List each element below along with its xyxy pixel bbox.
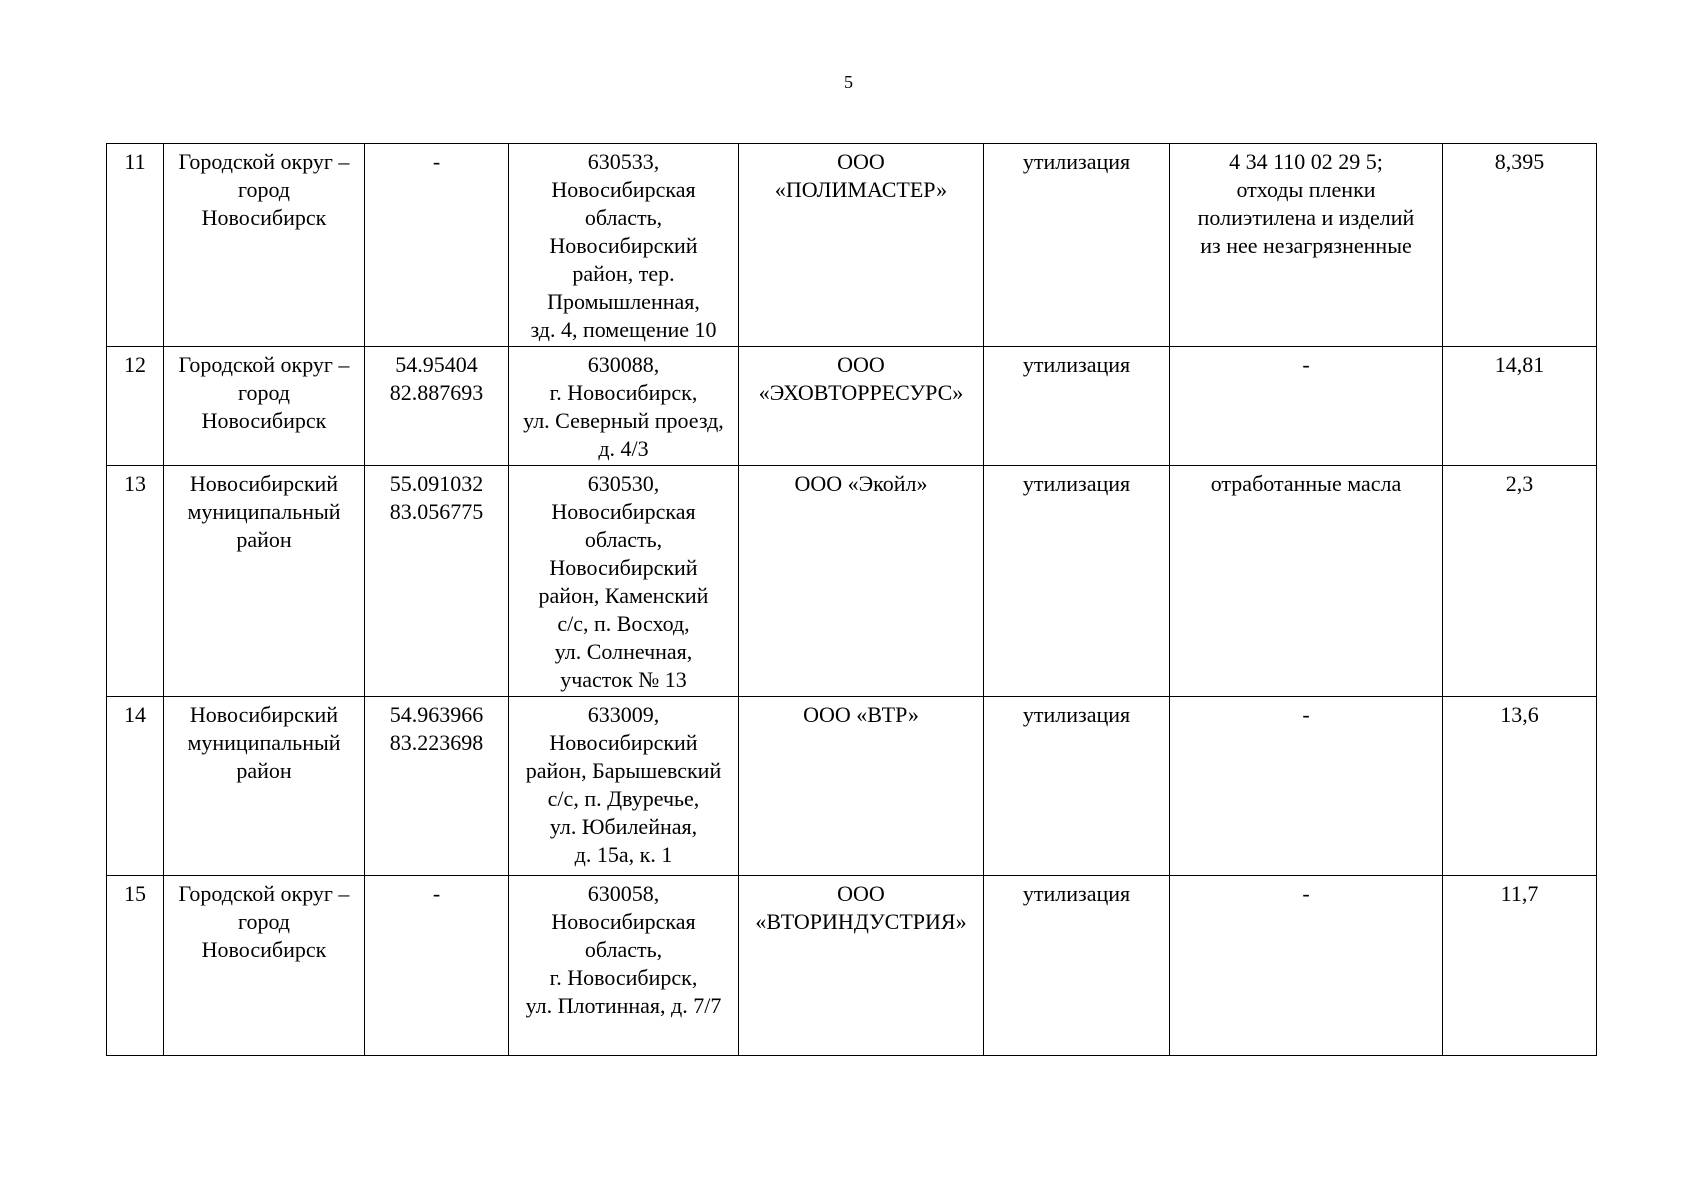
municipality-cell: Городской округ – город Новосибирск xyxy=(164,876,365,1056)
waste-type-cell: - xyxy=(1170,697,1443,876)
address-cell: 630058, Новосибирская область, г. Новосибирск, ул. Плотинная, д. 7/7 xyxy=(509,876,739,1056)
activity-cell: утилизация xyxy=(984,347,1170,466)
address-cell: 630530, Новосибирская область, Новосибирский район, Каменский с/с, п. Восход, ул. Солнечная, участок № 13 xyxy=(509,466,739,697)
volume-cell: 14,81 xyxy=(1443,347,1597,466)
volume-cell: 11,7 xyxy=(1443,876,1597,1056)
table-row xyxy=(107,347,1597,466)
organization-cell: ООО «Экойл» xyxy=(739,466,984,697)
volume-cell: 8,395 xyxy=(1443,144,1597,347)
address-cell: 630088, г. Новосибирск, ул. Северный проезд, д. 4/3 xyxy=(509,347,739,466)
volume-cell: 13,6 xyxy=(1443,697,1597,876)
row-number: 11 xyxy=(107,144,164,347)
waste-type-cell: отработанные масла xyxy=(1170,466,1443,697)
table-row xyxy=(107,876,1597,1056)
address-cell: 630533, Новосибирская область, Новосибирский район, тер. Промышленная, зд. 4, помещение 10 xyxy=(509,144,739,347)
address-cell: 633009, Новосибирский район, Барышевский с/с, п. Двуречье, ул. Юбилейная, д. 15а, к. 1 xyxy=(509,697,739,876)
activity-cell: утилизация xyxy=(984,697,1170,876)
organization-cell: ООО «ПОЛИМАСТЕР» xyxy=(739,144,984,347)
table-row xyxy=(107,144,1597,347)
organization-cell: ООО «ВТОРИНДУСТРИЯ» xyxy=(739,876,984,1056)
waste-type-cell: - xyxy=(1170,347,1443,466)
coordinates-cell: - xyxy=(365,144,509,347)
municipality-cell: Новосибирский муниципальный район xyxy=(164,697,365,876)
table-row xyxy=(107,466,1597,697)
table-row xyxy=(107,697,1597,876)
waste-type-cell: 4 34 110 02 29 5; отходы пленки полиэтилена и изделий из нее незагрязненные xyxy=(1170,144,1443,347)
municipality-cell: Городской округ – город Новосибирск xyxy=(164,347,365,466)
activity-cell: утилизация xyxy=(984,466,1170,697)
coordinates-cell: 54.963966 83.223698 xyxy=(365,697,509,876)
row-number: 15 xyxy=(107,876,164,1056)
volume-cell: 2,3 xyxy=(1443,466,1597,697)
organization-cell: ООО «ВТР» xyxy=(739,697,984,876)
coordinates-cell: 54.95404 82.887693 xyxy=(365,347,509,466)
row-number: 13 xyxy=(107,466,164,697)
page-number: 5 xyxy=(844,72,853,92)
waste-type-cell: - xyxy=(1170,876,1443,1056)
waste-facilities-table xyxy=(106,143,1597,1056)
row-number: 12 xyxy=(107,347,164,466)
activity-cell: утилизация xyxy=(984,144,1170,347)
row-number: 14 xyxy=(107,697,164,876)
coordinates-cell: 55.091032 83.056775 xyxy=(365,466,509,697)
organization-cell: ООО «ЭХОВТОРРЕСУРС» xyxy=(739,347,984,466)
municipality-cell: Городской округ – город Новосибирск xyxy=(164,144,365,347)
coordinates-cell: - xyxy=(365,876,509,1056)
activity-cell: утилизация xyxy=(984,876,1170,1056)
municipality-cell: Новосибирский муниципальный район xyxy=(164,466,365,697)
